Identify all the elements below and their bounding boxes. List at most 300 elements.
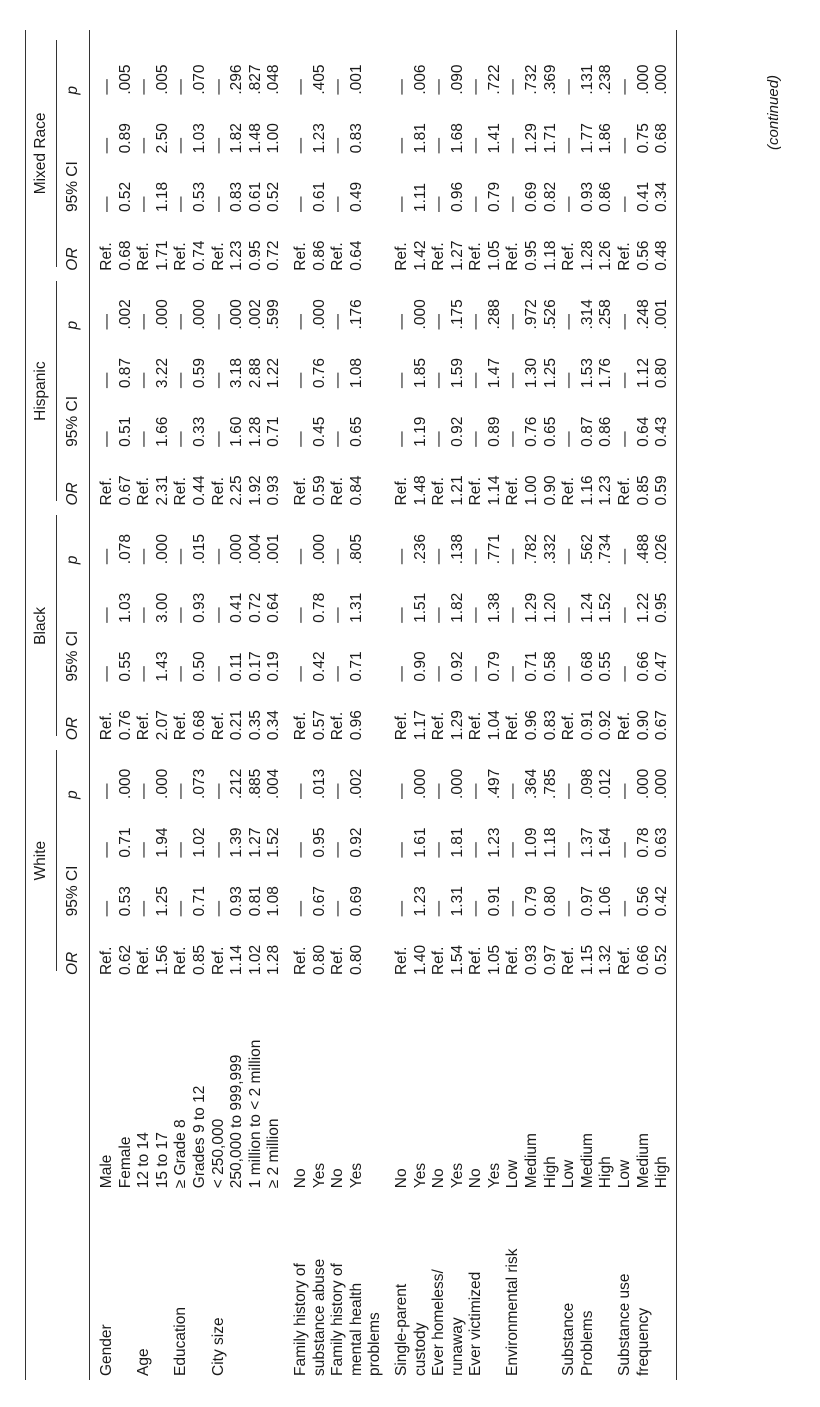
- table-body: [98, 30, 676, 1380]
- value-cell: 0.83: [347, 123, 365, 154]
- value-cell: —: [172, 842, 190, 858]
- value-cell: 1.48: [411, 475, 429, 506]
- value-cell: —: [430, 783, 448, 799]
- value-cell: 0.19: [265, 651, 283, 682]
- value-cell: —: [329, 372, 347, 389]
- value-cell: 0.74: [190, 240, 208, 271]
- value-cell: —: [504, 372, 522, 389]
- level-label: Yes: [347, 1162, 365, 1189]
- p-header: p: [57, 740, 90, 799]
- value-cell: —: [430, 196, 448, 213]
- value-cell: .073: [190, 768, 208, 799]
- value-cell: 0.55: [597, 651, 615, 682]
- value-cell: 0.91: [578, 710, 596, 741]
- table-row: [504, 30, 523, 1380]
- value-cell: Ref.: [616, 946, 634, 976]
- value-cell: 0.96: [448, 181, 466, 213]
- ci-header: 95% CI: [57, 799, 90, 916]
- value-cell: 0.95: [310, 827, 328, 858]
- value-cell: Ref.: [467, 477, 485, 506]
- value-cell: —: [98, 431, 115, 447]
- value-cell: .070: [190, 64, 208, 95]
- level-label: Medium: [578, 1133, 596, 1189]
- value-cell: —: [392, 313, 410, 330]
- value-cell: —: [616, 313, 634, 330]
- value-cell: —: [504, 900, 522, 917]
- p-header: p: [57, 506, 90, 565]
- value-cell: —: [392, 548, 410, 565]
- value-cell: —: [98, 666, 115, 682]
- value-cell: Ref.: [98, 242, 115, 271]
- value-cell: —: [98, 372, 115, 389]
- value-cell: 0.97: [541, 944, 559, 976]
- value-cell: 0.95: [246, 240, 264, 271]
- table-row: [393, 30, 412, 1380]
- value-cell: 1.23: [597, 475, 615, 506]
- value-cell: Ref.: [392, 711, 410, 741]
- level-label: ≥ 2 million: [265, 1118, 283, 1189]
- value-cell: —: [560, 79, 578, 95]
- value-cell: 1.86: [597, 123, 615, 154]
- value-cell: —: [135, 548, 153, 565]
- value-cell: —: [209, 842, 227, 858]
- value-cell: 1.20: [541, 592, 559, 623]
- value-cell: 0.57: [310, 710, 328, 741]
- value-cell: 0.59: [653, 447, 676, 506]
- variable-label: Environmental risk: [504, 1248, 522, 1376]
- value-cell: 0.42: [653, 858, 676, 917]
- value-cell: 0.85: [190, 944, 208, 976]
- value-cell: .026: [653, 506, 676, 565]
- value-cell: 0.79: [485, 651, 503, 682]
- value-cell: 1.37: [578, 827, 596, 858]
- value-cell: 0.69: [347, 886, 365, 917]
- value-cell: 0.93: [578, 181, 596, 213]
- value-cell: 0.82: [541, 181, 559, 213]
- level-label: [366, 975, 385, 1192]
- value-cell: —: [467, 79, 485, 95]
- value-cell: Ref.: [467, 711, 485, 741]
- level-label: 1 million to < 2 million: [246, 1039, 264, 1189]
- variable-label: [653, 1192, 676, 1380]
- value-cell: 0.59: [310, 475, 328, 506]
- value-cell: 0.69: [523, 181, 541, 213]
- value-cell: —: [209, 431, 227, 447]
- value-cell: 0.17: [246, 651, 264, 682]
- value-cell: .138: [448, 534, 466, 565]
- value-cell: 0.86: [597, 181, 615, 213]
- value-cell: .001: [347, 64, 365, 95]
- value-cell: .000: [411, 768, 429, 799]
- value-cell: .488: [634, 534, 652, 565]
- value-cell: —: [291, 607, 309, 623]
- value-cell: .000: [411, 299, 429, 330]
- value-cell: —: [291, 666, 309, 682]
- value-cell: 0.89: [116, 123, 134, 154]
- value-cell: 1.23: [411, 886, 429, 917]
- value-cell: 0.56: [634, 886, 652, 917]
- value-cell: Ref.: [291, 242, 309, 271]
- value-cell: —: [467, 431, 485, 447]
- value-cell: 0.93: [228, 886, 246, 917]
- value-cell: —: [209, 313, 227, 330]
- p-header: p: [57, 30, 90, 95]
- value-cell: .000: [448, 768, 466, 799]
- value-cell: Ref.: [172, 946, 190, 976]
- value-cell: 1.21: [448, 475, 466, 506]
- rotated-table-container: [25, 30, 795, 1380]
- value-cell: 0.55: [116, 651, 134, 682]
- value-cell: 0.62: [116, 944, 134, 976]
- value-cell: Ref.: [291, 477, 309, 506]
- value-cell: Ref.: [291, 711, 309, 741]
- value-cell: 1.17: [411, 710, 429, 741]
- value-cell: Ref.: [209, 711, 227, 741]
- table-row: [412, 30, 431, 1380]
- variable-label: [265, 1192, 284, 1380]
- table-row: [210, 30, 229, 1380]
- variable-label: [228, 1192, 247, 1380]
- value-cell: 2.25: [228, 475, 246, 506]
- value-cell: Ref.: [135, 946, 153, 976]
- level-label: Female: [116, 1136, 134, 1189]
- value-cell: 0.80: [310, 944, 328, 976]
- value-cell: 0.64: [265, 592, 283, 623]
- value-cell: —: [172, 548, 190, 565]
- value-cell: .314: [578, 299, 596, 330]
- value-cell: 0.71: [347, 651, 365, 682]
- value-cell: Ref.: [209, 242, 227, 271]
- value-cell: 1.53: [578, 357, 596, 389]
- value-cell: .236: [411, 534, 429, 565]
- value-cell: 0.71: [116, 827, 134, 858]
- value-cell: —: [329, 548, 347, 565]
- variable-label: Gender: [98, 1324, 115, 1376]
- value-cell: Ref.: [616, 242, 634, 271]
- value-cell: 1.71: [541, 123, 559, 154]
- value-cell: —: [329, 431, 347, 447]
- value-cell: 0.67: [653, 682, 676, 741]
- value-cell: —: [329, 607, 347, 623]
- variable-label: Family history of: [291, 1263, 309, 1376]
- value-cell: 1.81: [411, 123, 429, 154]
- value-cell: 1.14: [228, 944, 246, 976]
- variable-label: Ever victimized: [467, 1271, 485, 1376]
- variable-label: substance abuse: [310, 1258, 328, 1376]
- variable-label: [542, 1192, 561, 1380]
- value-cell: .000: [153, 768, 171, 799]
- value-cell: 0.43: [653, 388, 676, 447]
- value-cell: .000: [153, 534, 171, 565]
- value-cell: 0.53: [116, 886, 134, 917]
- value-cell: —: [504, 313, 522, 330]
- or-header: OR: [57, 682, 90, 741]
- value-cell: [366, 740, 385, 799]
- value-cell: 1.05: [485, 240, 503, 271]
- regression-table: [25, 30, 677, 1380]
- value-cell: Ref.: [329, 946, 347, 976]
- value-cell: .000: [310, 299, 328, 330]
- value-cell: —: [172, 372, 190, 389]
- value-cell: 0.65: [347, 416, 365, 447]
- value-cell: .012: [597, 768, 615, 799]
- value-cell: —: [135, 313, 153, 330]
- value-cell: —: [98, 900, 115, 917]
- value-cell: —: [504, 431, 522, 447]
- value-cell: —: [560, 783, 578, 799]
- value-cell: 2.07: [153, 710, 171, 741]
- group-header-black: Black: [26, 506, 58, 741]
- value-cell: —: [329, 137, 347, 154]
- value-cell: —: [172, 313, 190, 330]
- level-label: Medium: [523, 1133, 541, 1189]
- value-cell: .131: [578, 64, 596, 95]
- level-label: 250,000 to 999,999: [228, 1054, 246, 1189]
- value-cell: 1.29: [523, 592, 541, 623]
- value-cell: —: [172, 607, 190, 623]
- value-cell: —: [560, 666, 578, 682]
- value-cell: —: [209, 783, 227, 799]
- value-cell: .405: [310, 64, 328, 95]
- value-cell: Ref.: [172, 711, 190, 741]
- value-cell: —: [504, 196, 522, 213]
- value-cell: 0.71: [190, 886, 208, 917]
- value-cell: 0.93: [523, 944, 541, 976]
- value-cell: —: [329, 196, 347, 213]
- value-cell: —: [392, 431, 410, 447]
- value-cell: 1.40: [411, 944, 429, 976]
- variable-label: problems: [366, 1312, 384, 1376]
- value-cell: —: [616, 842, 634, 858]
- value-cell: 1.25: [541, 357, 559, 389]
- value-cell: .782: [523, 534, 541, 565]
- level-label: Male: [98, 1154, 115, 1189]
- value-cell: —: [560, 607, 578, 623]
- value-cell: 3.22: [153, 357, 171, 389]
- value-cell: —: [467, 607, 485, 623]
- level-label: Grades 9 to 12: [190, 1085, 208, 1189]
- value-cell: 0.63: [653, 799, 676, 858]
- level-label: Low: [504, 1159, 522, 1189]
- value-cell: —: [392, 900, 410, 917]
- value-cell: 0.61: [246, 181, 264, 213]
- value-cell: 1.29: [523, 123, 541, 154]
- value-cell: 1.22: [265, 357, 283, 389]
- value-cell: —: [98, 313, 115, 330]
- level-label: 15 to 17: [153, 1132, 171, 1189]
- value-cell: 1.48: [246, 123, 264, 154]
- value-cell: .004: [265, 768, 283, 799]
- value-cell: [366, 329, 385, 388]
- variable-label: [191, 1192, 210, 1380]
- value-cell: 1.09: [523, 827, 541, 858]
- value-cell: —: [172, 431, 190, 447]
- value-cell: Ref.: [392, 946, 410, 976]
- value-cell: 0.76: [116, 710, 134, 741]
- value-cell: 0.91: [485, 886, 503, 917]
- value-cell: —: [135, 79, 153, 95]
- value-cell: .048: [265, 64, 283, 95]
- value-cell: 0.44: [190, 475, 208, 506]
- value-cell: 1.23: [310, 123, 328, 154]
- value-cell: [366, 916, 385, 975]
- value-cell: .369: [541, 64, 559, 95]
- table-row: [265, 30, 284, 1380]
- value-cell: 1.03: [116, 592, 134, 623]
- value-cell: Ref.: [209, 477, 227, 506]
- value-cell: 0.86: [597, 416, 615, 447]
- table-row: [292, 30, 311, 1380]
- value-cell: Ref.: [430, 477, 448, 506]
- value-cell: 0.52: [265, 181, 283, 213]
- value-cell: 0.11: [228, 652, 246, 682]
- value-cell: 2.31: [153, 475, 171, 506]
- value-cell: .001: [653, 271, 676, 330]
- value-cell: —: [291, 431, 309, 447]
- or-header: OR: [57, 212, 90, 271]
- value-cell: .885: [246, 768, 264, 799]
- value-cell: 1.02: [246, 944, 264, 976]
- table-row: [449, 30, 468, 1380]
- value-cell: —: [392, 372, 410, 389]
- value-cell: —: [209, 607, 227, 623]
- value-cell: Ref.: [135, 242, 153, 271]
- variable-label: [597, 1192, 616, 1380]
- table-row: [635, 30, 654, 1380]
- value-cell: 1.08: [265, 886, 283, 917]
- value-cell: 1.52: [597, 592, 615, 623]
- value-cell: .000: [228, 534, 246, 565]
- value-cell: Ref.: [329, 242, 347, 271]
- value-cell: Ref.: [504, 477, 522, 506]
- value-cell: —: [504, 137, 522, 154]
- p-header: p: [57, 271, 90, 330]
- value-cell: Ref.: [430, 711, 448, 741]
- value-cell: 1.11: [411, 183, 429, 213]
- table-row: [486, 30, 505, 1380]
- value-cell: 0.83: [228, 181, 246, 213]
- value-cell: —: [172, 666, 190, 682]
- value-cell: 0.81: [246, 886, 264, 917]
- value-cell: 0.56: [634, 240, 652, 271]
- value-cell: —: [291, 196, 309, 213]
- value-cell: 0.64: [347, 240, 365, 271]
- value-cell: 1.18: [541, 240, 559, 271]
- value-cell: —: [504, 79, 522, 95]
- value-cell: —: [209, 548, 227, 565]
- value-cell: 1.08: [347, 357, 365, 389]
- level-label: High: [541, 1156, 559, 1189]
- table-row: [653, 30, 676, 1380]
- variable-label: mental health: [347, 1282, 365, 1376]
- value-cell: 0.86: [310, 240, 328, 271]
- value-cell: 1.31: [347, 592, 365, 623]
- variable-label: [154, 1192, 173, 1380]
- group-header-white: White: [26, 740, 58, 975]
- variable-label: Age: [135, 1348, 153, 1376]
- value-cell: —: [430, 842, 448, 858]
- group-header-row: [26, 30, 58, 1380]
- table-row: [117, 30, 136, 1380]
- value-cell: —: [135, 372, 153, 389]
- value-cell: —: [467, 196, 485, 213]
- value-cell: 0.79: [523, 886, 541, 917]
- value-cell: —: [504, 548, 522, 565]
- level-label: High: [597, 1156, 615, 1189]
- value-cell: 1.68: [448, 123, 466, 154]
- value-cell: 1.04: [485, 710, 503, 741]
- value-cell: —: [291, 900, 309, 917]
- value-cell: 0.71: [265, 416, 283, 447]
- level-label: < 250,000: [209, 1118, 227, 1189]
- value-cell: —: [98, 548, 115, 565]
- table-row: [247, 30, 266, 1380]
- level-label: ≥ Grade 8: [172, 1119, 190, 1189]
- value-cell: 1.14: [485, 475, 503, 506]
- value-cell: 1.39: [228, 827, 246, 858]
- value-cell: 0.90: [634, 710, 652, 741]
- value-cell: Ref.: [616, 711, 634, 741]
- value-cell: Ref.: [135, 477, 153, 506]
- value-cell: 1.24: [578, 592, 596, 623]
- value-cell: Ref.: [329, 711, 347, 741]
- value-cell: 1.59: [448, 357, 466, 389]
- value-cell: .098: [578, 768, 596, 799]
- value-cell: 1.30: [523, 357, 541, 389]
- value-cell: Ref.: [504, 711, 522, 741]
- value-cell: .827: [246, 64, 264, 95]
- value-cell: .364: [523, 768, 541, 799]
- group-header-mixed-race: Mixed Race: [26, 30, 58, 271]
- table-row: [430, 30, 449, 1380]
- value-cell: —: [172, 783, 190, 799]
- value-cell: 0.53: [190, 181, 208, 213]
- value-cell: —: [392, 607, 410, 623]
- variable-label: Single-parent: [392, 1283, 410, 1376]
- variable-label: [486, 1192, 505, 1380]
- value-cell: 1.85: [411, 357, 429, 389]
- value-cell: —: [209, 79, 227, 95]
- value-cell: Ref.: [560, 477, 578, 506]
- value-cell: —: [560, 372, 578, 389]
- value-cell: —: [430, 900, 448, 917]
- value-cell: 0.92: [347, 827, 365, 858]
- value-cell: —: [291, 548, 309, 565]
- value-cell: .248: [634, 299, 652, 330]
- value-cell: 1.38: [485, 592, 503, 623]
- value-cell: —: [392, 196, 410, 213]
- level-label: No: [430, 1168, 448, 1189]
- table-row: [329, 30, 348, 1380]
- value-cell: 1.94: [153, 827, 171, 858]
- value-cell: .258: [597, 299, 615, 330]
- value-cell: .000: [310, 534, 328, 565]
- table-row: [135, 30, 154, 1380]
- table-row: [366, 30, 385, 1380]
- value-cell: .000: [653, 740, 676, 799]
- level-label: Yes: [485, 1162, 503, 1189]
- value-cell: 0.64: [634, 416, 652, 447]
- value-cell: [366, 212, 385, 271]
- value-cell: —: [172, 137, 190, 154]
- value-cell: —: [392, 666, 410, 682]
- value-cell: 0.87: [578, 416, 596, 447]
- value-cell: 0.67: [310, 886, 328, 917]
- value-cell: .001: [265, 534, 283, 565]
- value-cell: 0.95: [523, 240, 541, 271]
- value-cell: —: [172, 900, 190, 917]
- value-cell: 2.50: [153, 123, 171, 154]
